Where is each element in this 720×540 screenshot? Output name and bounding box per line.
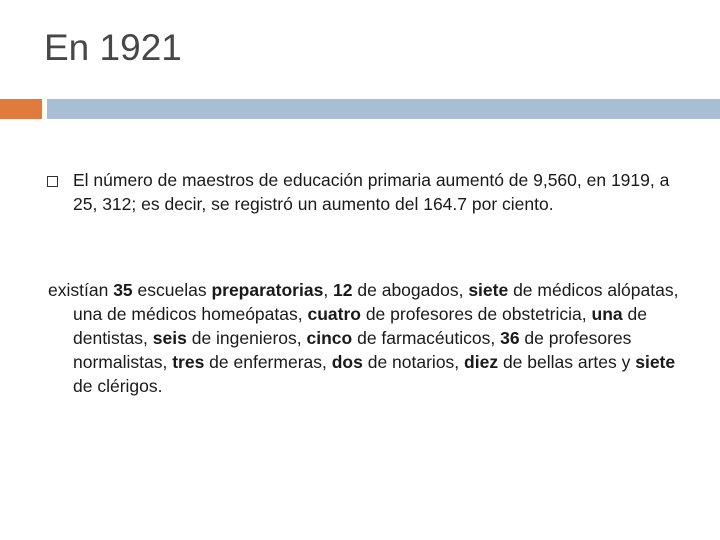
- paragraph-bold-segment: siete: [635, 352, 676, 372]
- paragraph-bold-segment: 12: [333, 280, 353, 300]
- paragraph-bold-segment: dos: [331, 352, 363, 372]
- paragraph-segment: de ingenieros,: [186, 328, 307, 348]
- title-rule-bar: [47, 99, 720, 119]
- paragraph-segment: escuelas: [132, 280, 212, 300]
- paragraph-bold-segment: seis: [152, 328, 187, 348]
- paragraph-bold-segment: preparatorias: [211, 280, 324, 300]
- paragraph-bold-segment: cinco: [306, 328, 353, 348]
- paragraph-bold-segment: cuatro: [307, 304, 361, 324]
- paragraph-segment: de profesores normalistas,: [73, 328, 632, 372]
- paragraph-segment: de médicos alópatas, una de médicos homeópatas,: [73, 280, 679, 324]
- paragraph-segment: de dentistas,: [73, 304, 647, 348]
- square-bullet-icon: [47, 176, 58, 187]
- paragraph-bold-segment: diez: [464, 352, 499, 372]
- slide-title: En 1921: [44, 27, 182, 68]
- bullet-text: El número de maestros de educación primaria aumentó de 9,560, en 1919, a 25, 312; es decir, se registró un aumento del 164.7 por ciento.: [73, 170, 670, 214]
- paragraph-bold-segment: 35: [113, 280, 133, 300]
- paragraph-segment: de abogados,: [352, 280, 469, 300]
- paragraph-bold-segment: una: [591, 304, 623, 324]
- paragraph-segment: ,: [323, 280, 334, 300]
- paragraph-segment: de profesores de obstetricia,: [360, 304, 592, 324]
- paragraph-bold-segment: siete: [468, 280, 509, 300]
- paragraph-segment: de clérigos.: [73, 376, 163, 396]
- paragraph-segment: de notarios,: [362, 352, 465, 372]
- paragraph-segment: de enfermeras,: [204, 352, 332, 372]
- paragraph-bold-segment: 36: [500, 328, 520, 348]
- paragraph-segment: existían: [48, 280, 114, 300]
- schools-paragraph: [48, 278, 698, 398]
- accent-bar: [0, 99, 42, 119]
- paragraph-segment: de bellas artes y: [498, 352, 636, 372]
- paragraph-segment: de farmacéuticos,: [352, 328, 501, 348]
- paragraph-bold-segment: tres: [172, 352, 205, 372]
